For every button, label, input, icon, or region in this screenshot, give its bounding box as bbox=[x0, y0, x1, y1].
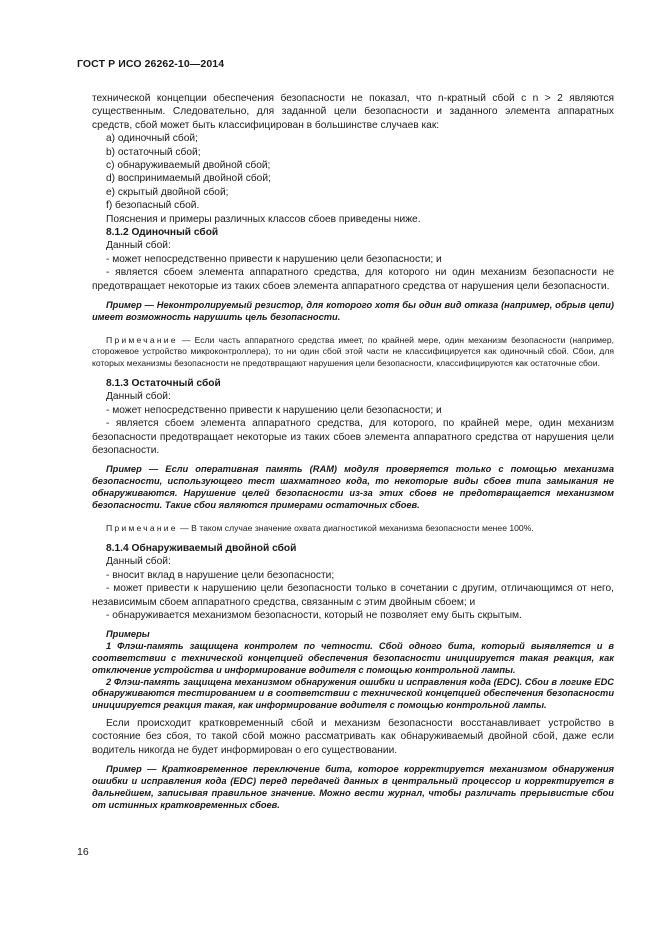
note-text: — В таком случае значение охвата диагностикой механизма безопасности менее 100%. bbox=[177, 522, 534, 533]
list-item: d) воспринимаемый двойной сбой; bbox=[106, 173, 271, 185]
section-line: Данный сбой: bbox=[106, 391, 171, 403]
list-item: b) остаточный сбой; bbox=[106, 146, 201, 158]
list-item: f) безопасный сбой. bbox=[106, 200, 200, 212]
document-header: ГОСТ Р ИСО 26262-10—2014 bbox=[77, 58, 225, 70]
section-line: - может привести к нарушению цели безопасности только в сочетании с другим, отличающимся от него, независимым сбоем аппаратного средства, связанным с этим двойным сбоем; и bbox=[92, 583, 614, 608]
section-line: - может непосредственно привести к нарушению цели безопасности; и bbox=[106, 253, 442, 265]
note-text: — Если часть аппаратного средства имеет, по крайней мере, один механизм безопасности (например, сторожевое устройство микроконтроллера), то ни один сбой этой части не классифицируется как одиночный сбой. Сбои, для которых механизмы безопасности не предотвращают нарушения цели безопасности, классифицируются как остаточные сбои. bbox=[92, 334, 614, 368]
section-title-8-1-4: 8.1.4 Обнаруживаемый двойной сбой bbox=[106, 542, 297, 554]
section-line: - вносит вклад в нарушение цели безопасности; bbox=[106, 569, 335, 581]
list-item: е) скрытый двойной сбой; bbox=[106, 186, 229, 198]
section-title-8-1-3: 8.1.3 Остаточный сбой bbox=[106, 377, 221, 389]
section-line: Данный сбой: bbox=[106, 556, 171, 568]
note-label: Примечание bbox=[106, 334, 178, 345]
list-item: с) обнаруживаемый двойной сбой; bbox=[106, 160, 271, 172]
example-text: Пример — Неконтролируемый резистор, для которого хотя бы один вид отказа (например, обрыв цепи) имеет возможность нарушить цель безопасности. bbox=[92, 300, 614, 322]
section-line: - обнаруживается механизмом безопасности, который не позволяет ему быть скрытым. bbox=[106, 609, 522, 621]
note-block bbox=[92, 523, 614, 534]
section-paragraph: Если происходит кратковременный сбой и механизм безопасности восстанавливает устройство в состояние без сбоя, то такой сбой можно рассматривать как обнаруживаемый двойной сбой, даже если водитель никогда не будет информирован о его существовании. bbox=[92, 717, 614, 756]
intro-paragraph: технической концепции обеспечения безопасности не показал, что n-кратный сбой с n > 2 являются существенным. Следовательно, для заданной цели безопасности и заданного элемента аппаратных средств, сбой может быть классифицирован в большинстве случаев как: bbox=[92, 93, 614, 131]
section-line: - может непосредственно привести к нарушению цели безопасности; и bbox=[106, 404, 442, 416]
example-text: Пример — Если оперативная память (RAM) модуля проверяется только с помощью механизма безопасности, использующего тест шахматного кода, то некоторые виды сбоев типа замыкания не обнаруживаются. Нарушение целей безопасности из-за этих сбоев не предотвращается механизмом безопасности. Такие сбои являются примерами остаточных сбоев. bbox=[92, 464, 614, 510]
example-item: 2 Флэш-память защищена механизмом обнаружения ошибки и исправления кода (EDC). Сбои в логике EDC обнаруживаются тестированием и в соответствии с технической концепцией обеспечения безопасности инициируется реакция такая, как информирование водителя с помощью контрольной лампы. bbox=[92, 676, 614, 711]
page-number: 16 bbox=[77, 846, 89, 858]
intro-closing: Пояснения и примеры различных классов сбоев приведены ниже. bbox=[106, 213, 421, 225]
example-text: Пример — Кратковременное переключение бита, которое корректируется механизмом обнаружения ошибки и исправления кода (EDC) перед передачей данных в центральный процессор и корректируется в дальнейшем, записывая правильное значение. Можно вести журнал, чтобы различать прерывистые сбои от истинных кратковременных сбоев. bbox=[92, 764, 614, 810]
page-content bbox=[92, 92, 614, 817]
example-item: 1 Флэш-память защищена контролем по четности. Сбой одного бита, который выявляется и в соответствии с технической концепцией обеспечения безопасности инициируется такая реакция, как отключение устройства и информирование водителя с помощью контрольной лампы. bbox=[92, 641, 614, 675]
section-line: Данный сбой: bbox=[106, 240, 171, 252]
examples-heading: Примеры bbox=[106, 629, 150, 640]
note-block bbox=[92, 335, 614, 369]
note-label: Примечание bbox=[106, 522, 178, 533]
section-line: - является сбоем элемента аппаратного средства, для которого, по крайней мере, один механизм безопасности предотвращает некоторые из таких сбоев элемента аппаратного средства от нарушения цели безопасности. bbox=[92, 418, 614, 456]
section-line: - является сбоем элемента аппаратного средства, для которого ни один механизм безопасности не предотвращает некоторые из таких сбоев элемента аппаратного средства от нарушения цели безопасности. bbox=[92, 267, 614, 292]
list-item: а) одиночный сбой; bbox=[106, 133, 198, 145]
section-title-8-1-2: 8.1.2 Одиночный сбой bbox=[106, 227, 219, 239]
